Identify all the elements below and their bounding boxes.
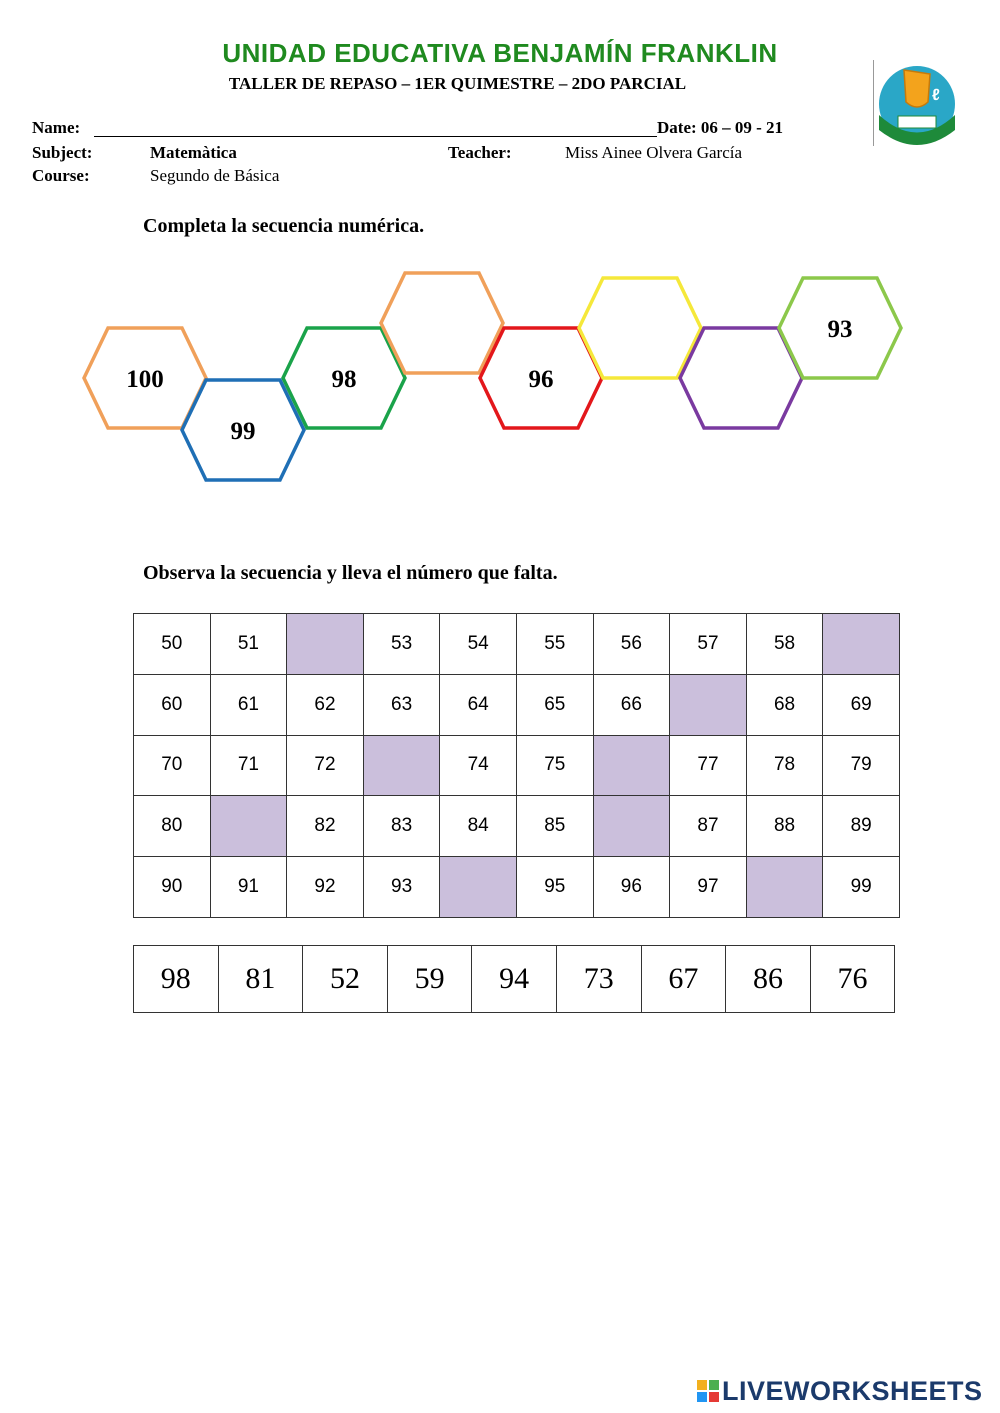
grid-cell: 50 — [134, 614, 211, 675]
course-label: Course: — [32, 166, 90, 185]
grid-row — [134, 735, 900, 796]
liveworksheets-brand: LIVEWORKSHEETS — [722, 1376, 983, 1406]
hexagon-3 — [283, 328, 405, 428]
number-grid — [133, 613, 900, 918]
grid-cell: 82 — [287, 796, 364, 857]
name-line — [32, 118, 817, 138]
grid-cell: 64 — [440, 674, 517, 735]
subject-value: Matemàtica — [150, 143, 237, 162]
instruction-sequence: Completa la secuencia numérica. — [143, 215, 425, 237]
answer-option[interactable]: 98 — [134, 946, 219, 1013]
date-text: Date: 06 – 09 - 21 — [657, 118, 784, 137]
instruction-missing-number: Observa la secuencia y lleva el número que falta. — [143, 562, 558, 584]
hexagon-outline — [680, 328, 802, 428]
answer-option[interactable]: 86 — [726, 946, 811, 1013]
answer-option[interactable]: 59 — [387, 946, 472, 1013]
hexagon-4[interactable] — [381, 273, 503, 373]
grid-blank-cell[interactable] — [670, 674, 747, 735]
grid-cell: 77 — [670, 735, 747, 796]
name-input-line[interactable] — [94, 136, 657, 137]
hexagon-6[interactable] — [579, 278, 701, 378]
grid-blank-cell[interactable] — [363, 735, 440, 796]
teacher-label: Teacher: — [448, 143, 512, 162]
grid-cell: 51 — [210, 614, 287, 675]
grid-blank-cell[interactable] — [593, 735, 670, 796]
answer-option[interactable]: 52 — [303, 946, 388, 1013]
grid-cell: 96 — [593, 857, 670, 918]
grid-cell: 90 — [134, 857, 211, 918]
hexagon-8 — [779, 278, 901, 378]
grid-cell: 55 — [516, 614, 593, 675]
grid-cell: 84 — [440, 796, 517, 857]
answer-option[interactable]: 81 — [218, 946, 303, 1013]
grid-blank-cell[interactable] — [440, 857, 517, 918]
hexagon-2 — [182, 380, 304, 480]
answer-option[interactable]: 73 — [556, 946, 641, 1013]
grid-row — [134, 796, 900, 857]
grid-cell: 72 — [287, 735, 364, 796]
grid-cell: 57 — [670, 614, 747, 675]
svg-text:ℓ: ℓ — [932, 87, 940, 104]
hexagon-sequence — [0, 260, 1000, 500]
grid-cell: 62 — [287, 674, 364, 735]
grid-cell: 85 — [516, 796, 593, 857]
grid-blank-cell[interactable] — [287, 614, 364, 675]
grid-cell: 95 — [516, 857, 593, 918]
grid-cell: 89 — [823, 796, 900, 857]
grid-cell: 68 — [746, 674, 823, 735]
liveworksheets-icon — [697, 1378, 719, 1400]
grid-cell: 75 — [516, 735, 593, 796]
answer-option[interactable]: 76 — [810, 946, 895, 1013]
course-value: Segundo de Básica — [150, 166, 280, 185]
hexagon-outline — [579, 278, 701, 378]
grid-cell: 92 — [287, 857, 364, 918]
grid-cell: 87 — [670, 796, 747, 857]
school-logo — [873, 60, 960, 146]
grid-row — [134, 614, 900, 675]
teacher-value: Miss Ainee Olvera García — [565, 143, 743, 162]
grid-cell: 83 — [363, 796, 440, 857]
grid-blank-cell[interactable] — [746, 857, 823, 918]
grid-cell: 69 — [823, 674, 900, 735]
hexagon-5 — [480, 328, 602, 428]
hexagon-value: 100 — [126, 366, 164, 393]
grid-cell: 71 — [210, 735, 287, 796]
grid-cell: 79 — [823, 735, 900, 796]
grid-cell: 58 — [746, 614, 823, 675]
hexagon-outline — [381, 273, 503, 373]
answer-option[interactable]: 94 — [472, 946, 557, 1013]
grid-blank-cell[interactable] — [823, 614, 900, 675]
grid-cell: 65 — [516, 674, 593, 735]
grid-cell: 99 — [823, 857, 900, 918]
hexagon-7[interactable] — [680, 328, 802, 428]
answer-row — [134, 946, 895, 1013]
grid-cell: 63 — [363, 674, 440, 735]
grid-cell: 53 — [363, 614, 440, 675]
grid-cell: 74 — [440, 735, 517, 796]
worksheet-subtitle: TALLER DE REPASO – 1ER QUIMESTRE – 2DO PARCIAL — [228, 74, 687, 93]
answer-bank — [133, 945, 895, 1013]
liveworksheets-logo — [697, 1376, 983, 1407]
grid-cell: 88 — [746, 796, 823, 857]
hexagon-value: 96 — [528, 366, 554, 393]
grid-cell: 61 — [210, 674, 287, 735]
grid-cell: 60 — [134, 674, 211, 735]
grid-cell: 93 — [363, 857, 440, 918]
grid-cell: 70 — [134, 735, 211, 796]
school-title: UNIDAD EDUCATIVA BENJAMÍN FRANKLIN — [222, 38, 778, 68]
grid-blank-cell[interactable] — [210, 796, 287, 857]
grid-row — [134, 857, 900, 918]
hexagon-value: 98 — [331, 366, 357, 393]
grid-cell: 91 — [210, 857, 287, 918]
grid-cell: 56 — [593, 614, 670, 675]
answer-option[interactable]: 67 — [641, 946, 726, 1013]
hexagon-value: 93 — [827, 316, 853, 343]
grid-blank-cell[interactable] — [593, 796, 670, 857]
name-label: Name: — [32, 118, 81, 137]
hexagon-value: 99 — [230, 418, 256, 445]
grid-cell: 54 — [440, 614, 517, 675]
subject-label: Subject: — [32, 143, 93, 162]
grid-cell: 66 — [593, 674, 670, 735]
grid-cell: 80 — [134, 796, 211, 857]
grid-cell: 97 — [670, 857, 747, 918]
grid-cell: 78 — [746, 735, 823, 796]
hexagon-1 — [84, 328, 206, 428]
grid-row — [134, 674, 900, 735]
